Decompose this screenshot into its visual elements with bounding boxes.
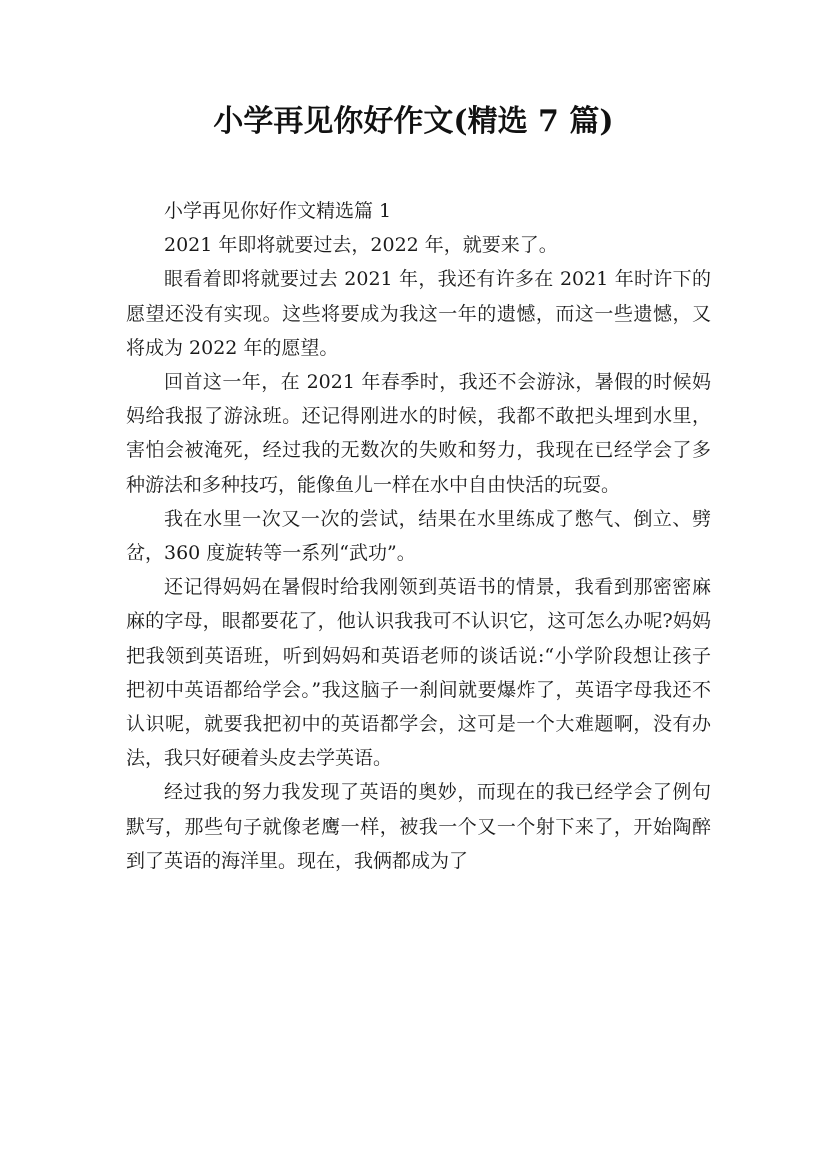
- document-title: 小学再见你好作文(精选 7 篇): [213, 104, 614, 139]
- paragraph: 2021 年即将就要过去，2022 年，就要来了。: [164, 234, 558, 257]
- paragraph: 我在水里一次又一次的尝试，结果在水里练成了憋气、倒立、劈岔，360 度旋转等一系列“武功”。: [126, 507, 711, 565]
- paragraph: 回首这一年，在 2021 年春季时，我还不会游泳，暑假的时候妈妈给我报了游泳班。还记得刚进水的时候，我都不敢把头埋到水里，害怕会被淹死，经过我的无数次的失败和努力，我现在已经学会了多种游法和多种技巧，能像鱼儿一样在水中自由快活的玩耍。: [126, 371, 711, 496]
- document-body: [126, 194, 711, 878]
- paragraph: 眼看着即将就要过去 2021 年，我还有许多在 2021 年时许下的愿望还没有实现。这些将要成为我这一年的遗憾，而这一些遗憾，又将成为 2022 年的愿望。: [126, 268, 711, 359]
- paragraph: 还记得妈妈在暑假时给我刚领到英语书的情景，我看到那密密麻麻的字母，眼都要花了，他认识我我可不认识它，这可怎么办呢?妈妈把我领到英语班，听到妈妈和英语老师的谈话说:“小学阶段想让孩子把初中英语都给学会。”我这脑子一刹间就要爆炸了，英语字母我还不认识呢，就要我把初中的英语都学会，这可是一个大难题啊，没有办法，我只好硬着头皮去学英语。: [126, 576, 711, 770]
- paragraph-section-heading: 小学再见你好作文精选篇 1: [164, 200, 392, 222]
- paragraph: 经过我的努力我发现了英语的奥妙，而现在的我已经学会了例句默写，那些句子就像老鹰一样，被我一个又一个射下来了，开始陶醉到了英语的海洋里。现在，我俩都成为了: [126, 781, 711, 872]
